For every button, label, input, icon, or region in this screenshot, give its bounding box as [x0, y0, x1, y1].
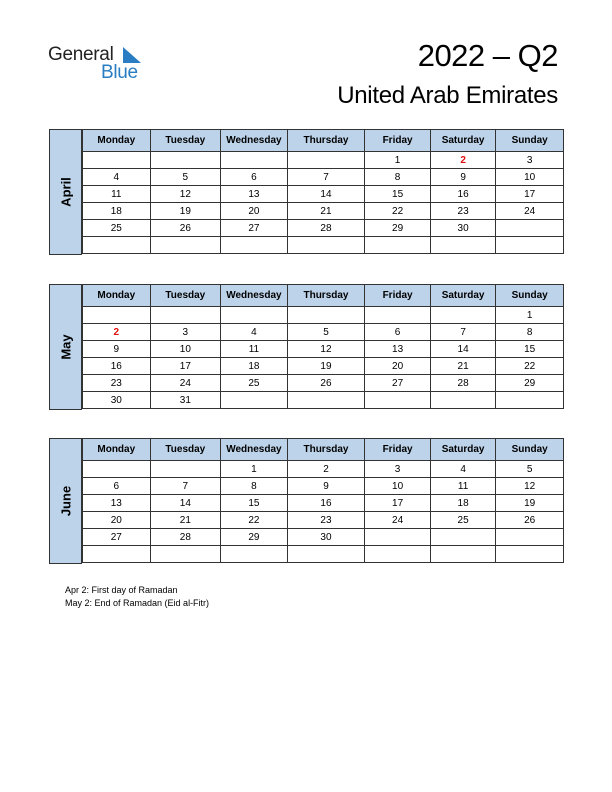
weekday-header: Sunday: [496, 439, 564, 461]
day-cell: 19: [287, 358, 365, 375]
day-cell: 9: [430, 169, 496, 186]
day-cell: 4: [221, 324, 288, 341]
day-cell: [496, 237, 564, 254]
day-cell: [221, 237, 288, 254]
day-cell: 29: [365, 220, 431, 237]
day-cell: 24: [365, 512, 431, 529]
day-cell: 14: [430, 341, 496, 358]
day-cell: 25: [430, 512, 496, 529]
day-cell: 22: [221, 512, 288, 529]
day-cell: 12: [150, 186, 221, 203]
weekday-header: Friday: [365, 285, 431, 307]
day-cell: 13: [365, 341, 431, 358]
country-name: United Arab Emirates: [337, 82, 558, 109]
day-cell: 25: [221, 375, 288, 392]
day-cell: [287, 152, 365, 169]
day-cell: [496, 546, 564, 563]
day-cell: [83, 546, 151, 563]
day-cell: 3: [365, 461, 431, 478]
weekday-header: Saturday: [430, 130, 496, 152]
week-row: [83, 358, 564, 375]
day-cell: 8: [365, 169, 431, 186]
month-label: May: [49, 284, 82, 410]
week-row: [83, 341, 564, 358]
day-cell: 12: [287, 341, 365, 358]
day-cell: 25: [83, 220, 151, 237]
day-cell: [83, 307, 151, 324]
weekday-header: Friday: [365, 130, 431, 152]
day-cell: 20: [365, 358, 431, 375]
weekday-header: Saturday: [430, 439, 496, 461]
weekday-header: Monday: [83, 130, 151, 152]
day-cell: 14: [287, 186, 365, 203]
day-cell: 29: [496, 375, 564, 392]
day-cell: 26: [496, 512, 564, 529]
weekday-header: Sunday: [496, 130, 564, 152]
day-cell: [496, 529, 564, 546]
week-row: [83, 478, 564, 495]
weekday-header: Wednesday: [221, 130, 288, 152]
week-row: [83, 392, 564, 409]
day-cell: 1: [365, 152, 431, 169]
day-cell: 2: [287, 461, 365, 478]
day-cell: 30: [83, 392, 151, 409]
day-cell: [221, 307, 288, 324]
day-cell: [430, 546, 496, 563]
day-cell: 12: [496, 478, 564, 495]
day-cell: 23: [83, 375, 151, 392]
day-cell: 3: [150, 324, 221, 341]
day-cell: [150, 152, 221, 169]
day-cell: 16: [83, 358, 151, 375]
calendar-table: [82, 438, 564, 563]
day-cell: 7: [150, 478, 221, 495]
month-calendar-may: [49, 284, 564, 410]
weekday-header: Thursday: [287, 285, 365, 307]
day-cell: 26: [150, 220, 221, 237]
day-cell: 16: [287, 495, 365, 512]
day-cell: 9: [83, 341, 151, 358]
week-row: [83, 237, 564, 254]
day-cell: 16: [430, 186, 496, 203]
day-cell: 10: [150, 341, 221, 358]
day-cell: 9: [287, 478, 365, 495]
day-cell: 22: [496, 358, 564, 375]
day-cell: 3: [496, 152, 564, 169]
day-cell: [221, 392, 288, 409]
day-cell: 22: [365, 203, 431, 220]
day-cell: 11: [221, 341, 288, 358]
day-cell: 7: [430, 324, 496, 341]
day-cell: [365, 529, 431, 546]
day-cell: 28: [287, 220, 365, 237]
month-calendar-april: [49, 129, 564, 255]
calendar-table: [82, 129, 564, 254]
day-cell: 27: [365, 375, 431, 392]
day-cell: 5: [287, 324, 365, 341]
day-cell: 20: [221, 203, 288, 220]
day-cell: 5: [150, 169, 221, 186]
day-cell: 13: [221, 186, 288, 203]
week-row: [83, 307, 564, 324]
day-cell: [430, 307, 496, 324]
day-cell: [221, 546, 288, 563]
day-cell: 17: [496, 186, 564, 203]
day-cell: [287, 546, 365, 563]
day-cell: 20: [83, 512, 151, 529]
day-cell: 30: [430, 220, 496, 237]
day-cell: 29: [221, 529, 288, 546]
day-cell: 11: [430, 478, 496, 495]
logo-text-blue: Blue: [101, 62, 138, 83]
day-cell: [430, 392, 496, 409]
day-cell: [496, 392, 564, 409]
day-cell: 6: [83, 478, 151, 495]
page-title: 2022 – Q2: [417, 38, 558, 73]
day-cell: [287, 237, 365, 254]
day-cell: 28: [150, 529, 221, 546]
day-cell: 8: [221, 478, 288, 495]
day-cell: 21: [287, 203, 365, 220]
week-row: [83, 186, 564, 203]
day-cell: [150, 546, 221, 563]
weekday-header: Friday: [365, 439, 431, 461]
day-cell: 6: [221, 169, 288, 186]
week-row: [83, 220, 564, 237]
day-cell: 8: [496, 324, 564, 341]
holiday-note: Apr 2: First day of Ramadan: [65, 585, 178, 595]
day-cell: 27: [221, 220, 288, 237]
weekday-header: Wednesday: [221, 285, 288, 307]
day-cell: 15: [221, 495, 288, 512]
day-cell: [150, 461, 221, 478]
day-cell: 11: [83, 186, 151, 203]
day-cell: 30: [287, 529, 365, 546]
day-cell: [83, 152, 151, 169]
day-cell: 24: [150, 375, 221, 392]
weekday-header: Tuesday: [150, 285, 221, 307]
day-cell: 4: [430, 461, 496, 478]
day-cell: 23: [287, 512, 365, 529]
day-cell: 27: [83, 529, 151, 546]
day-cell: [150, 237, 221, 254]
holiday-notes: [65, 584, 209, 609]
day-cell: [365, 237, 431, 254]
day-cell: 1: [221, 461, 288, 478]
day-cell: 4: [83, 169, 151, 186]
day-cell: [83, 461, 151, 478]
week-row: [83, 152, 564, 169]
day-cell: [430, 237, 496, 254]
day-cell: 26: [287, 375, 365, 392]
day-cell: [365, 546, 431, 563]
week-row: [83, 203, 564, 220]
day-cell: [287, 392, 365, 409]
day-cell: 31: [150, 392, 221, 409]
day-cell: [365, 392, 431, 409]
day-cell: 17: [150, 358, 221, 375]
weekday-header: Thursday: [287, 439, 365, 461]
day-cell: 5: [496, 461, 564, 478]
week-row: [83, 529, 564, 546]
weekday-header: Tuesday: [150, 439, 221, 461]
week-row: [83, 375, 564, 392]
day-cell: 10: [365, 478, 431, 495]
day-cell: [83, 237, 151, 254]
day-cell: 23: [430, 203, 496, 220]
logo-flag-icon: [123, 47, 141, 63]
week-row: [83, 169, 564, 186]
day-cell: 18: [221, 358, 288, 375]
month-label: April: [49, 129, 82, 255]
holiday-note: May 2: End of Ramadan (Eid al-Fitr): [65, 597, 210, 608]
day-cell: 15: [365, 186, 431, 203]
week-row: [83, 512, 564, 529]
weekday-header: Saturday: [430, 285, 496, 307]
week-row: [83, 495, 564, 512]
day-cell: 1: [496, 307, 564, 324]
day-cell: 19: [496, 495, 564, 512]
day-cell: [221, 152, 288, 169]
calendar-table: [82, 284, 564, 409]
day-cell: 18: [430, 495, 496, 512]
weekday-header: Wednesday: [221, 439, 288, 461]
week-row: [83, 461, 564, 478]
weekday-header: Thursday: [287, 130, 365, 152]
day-cell: 7: [287, 169, 365, 186]
day-cell: 14: [150, 495, 221, 512]
day-cell: [430, 529, 496, 546]
day-cell: 18: [83, 203, 151, 220]
day-cell: 19: [150, 203, 221, 220]
day-cell: [287, 307, 365, 324]
day-cell: 2: [430, 152, 496, 169]
day-cell: 24: [496, 203, 564, 220]
day-cell: [365, 307, 431, 324]
weekday-header: Monday: [83, 439, 151, 461]
day-cell: 17: [365, 495, 431, 512]
week-row: [83, 324, 564, 341]
day-cell: 21: [150, 512, 221, 529]
day-cell: 21: [430, 358, 496, 375]
generalblue-logo: [48, 44, 148, 84]
week-row: [83, 546, 564, 563]
day-cell: [150, 307, 221, 324]
day-cell: 15: [496, 341, 564, 358]
day-cell: 10: [496, 169, 564, 186]
weekday-header: Sunday: [496, 285, 564, 307]
day-cell: 28: [430, 375, 496, 392]
weekday-header: Monday: [83, 285, 151, 307]
day-cell: [496, 220, 564, 237]
weekday-header: Tuesday: [150, 130, 221, 152]
month-calendar-june: [49, 438, 564, 564]
day-cell: 2: [83, 324, 151, 341]
day-cell: 13: [83, 495, 151, 512]
month-label: June: [49, 438, 82, 564]
logo-text-general: General: [48, 44, 114, 65]
day-cell: 6: [365, 324, 431, 341]
